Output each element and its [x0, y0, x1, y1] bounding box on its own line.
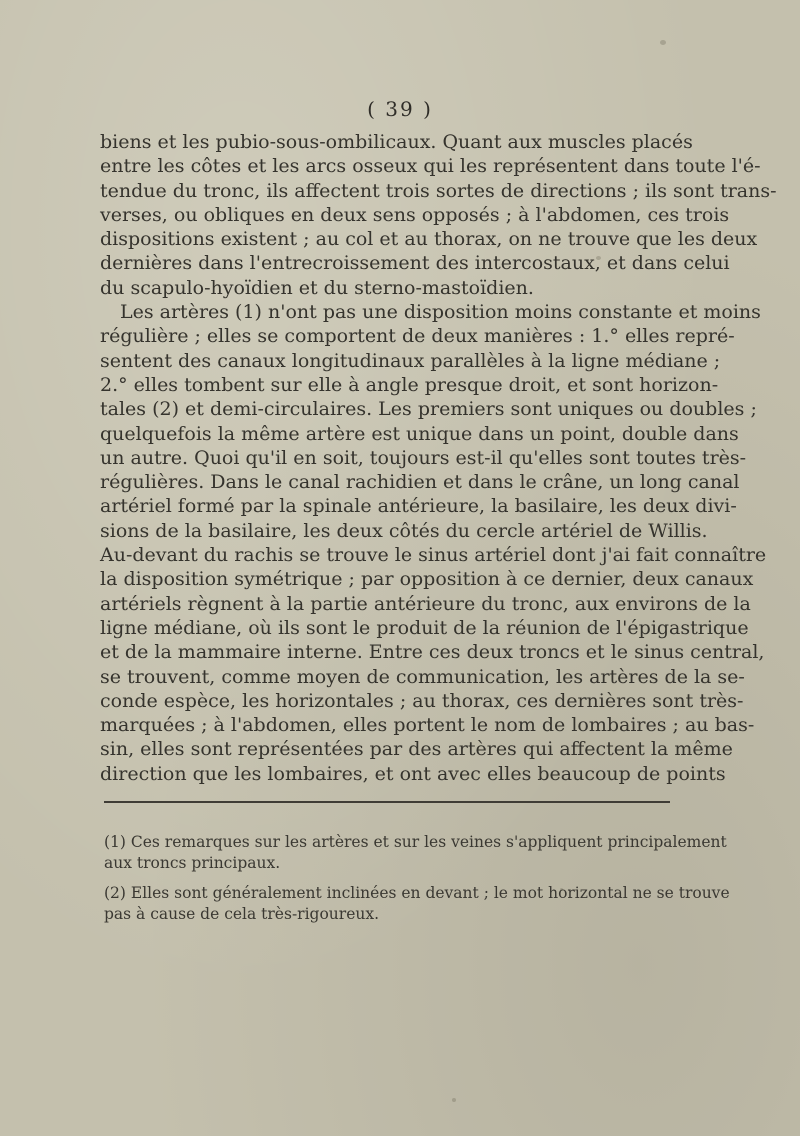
footnotes: [104, 832, 730, 925]
body-line: artériels règnent à la partie antérieure du tronc, aux environs de la: [100, 592, 751, 615]
body-line: biens et les pubio-sous-ombilicaux. Quant aux muscles placés: [100, 131, 693, 153]
footnote-1-line: (1) Ces remarques sur les artères et sur les veines s'appliquent principalement: [104, 833, 727, 851]
body-line: marquées ; à l'abdomen, elles portent le nom de lombaires ; au bas-: [100, 714, 755, 737]
body-line: verses, ou obliques en deux sens opposés ; à l'abdomen, ces trois: [100, 203, 730, 226]
body-line: tales (2) et demi-circulaires. Les premiers sont uniques ou doubles ;: [100, 398, 757, 421]
body-line: Les artères (1) n'ont pas une disposition moins constante et moins: [120, 301, 761, 324]
footnote-1-line: aux troncs principaux.: [104, 854, 281, 872]
body-line: la disposition symétrique ; par opposition à ce dernier, deux canaux: [100, 568, 754, 591]
body-line: un autre. Quoi qu'il en soit, toujours est-il qu'elles sont toutes très-: [100, 446, 747, 469]
body-line: sions de la basilaire, les deux côtés du cercle artériel de Willis.: [100, 519, 708, 542]
body-line: Au-devant du rachis se trouve le sinus artériel dont j'ai fait connaître: [100, 544, 767, 567]
paper-spot: [660, 40, 666, 45]
body-line: tendue du tronc, ils affectent trois sortes de directions ; ils sont trans-: [100, 179, 777, 202]
page-number: ( 39 ): [367, 97, 433, 121]
body-line: ligne médiane, où ils sont le produit de la réunion de l'épigastrique: [100, 616, 749, 639]
body-line: quelquefois la même artère est unique dans un point, double dans: [100, 422, 739, 445]
footnote-2-line: (2) Elles sont généralement inclinées en devant ; le mot horizontal ne se trouve: [104, 884, 730, 902]
footnote-divider: [104, 801, 670, 803]
body-line: sentent des canaux longitudinaux parallèles à la ligne médiane ;: [100, 349, 721, 372]
body-line: se trouvent, comme moyen de communication, les artères de la se-: [100, 665, 745, 688]
body-line: 2.° elles tombent sur elle à angle presque droit, et sont horizon-: [100, 373, 719, 396]
paper-spot: [452, 1098, 456, 1102]
body-line: direction que les lombaires, et ont avec elles beaucoup de points: [100, 762, 726, 785]
paper-spot: [560, 888, 563, 891]
footnote-2-line: pas à cause de cela très-rigoureux.: [104, 905, 380, 923]
body-line: régulières. Dans le canal rachidien et dans le crâne, un long canal: [100, 471, 740, 494]
body-line: et de la mammaire interne. Entre ces deux troncs et le sinus central,: [100, 641, 765, 664]
body-line: du scapulo-hyoïdien et du sterno-mastoïdien.: [100, 276, 534, 299]
body-line: entre les côtes et les arcs osseux qui les représentent dans toute l'é-: [100, 155, 761, 178]
body-line: régulière ; elles se comportent de deux manières : 1.° elles repré-: [100, 325, 735, 348]
body-line: conde espèce, les horizontales ; au thorax, ces dernières sont très-: [100, 689, 744, 712]
body-line: sin, elles sont représentées par des artères qui affectent la même: [100, 738, 733, 761]
body-text: [100, 130, 777, 786]
body-line: dernières dans l'entrecroissement des intercostaux, et dans celui: [100, 252, 730, 275]
body-line: artériel formé par la spinale antérieure, la basilaire, les deux divi-: [100, 495, 737, 518]
body-line: dispositions existent ; au col et au thorax, on ne trouve que les deux: [100, 228, 758, 251]
paper-spot: [596, 256, 601, 260]
